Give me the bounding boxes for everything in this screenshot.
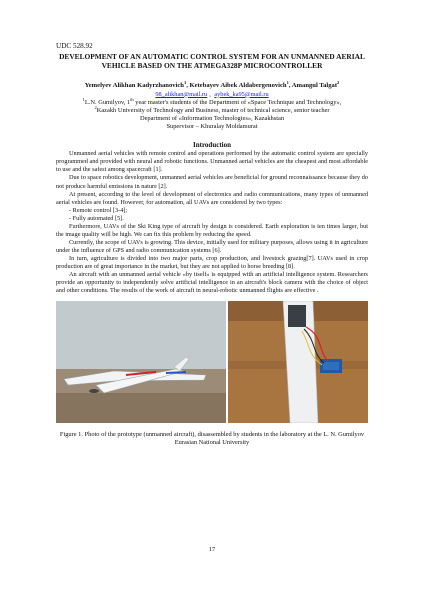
aff-sup: 2 [94, 104, 97, 110]
photo-disassembled-uav [228, 301, 368, 423]
photo-uav-prototype [56, 301, 226, 423]
paragraph: Currently, the scope of UAVs is growing. This device, initially used for military purposes, allows using it in agriculture under the influence of GPS and radio communication systems [6]. [56, 238, 368, 254]
uav-illustration [56, 301, 226, 423]
list-item: - Remote control [3-4]; [69, 206, 128, 214]
author-name: Amangul Talgat [291, 82, 338, 89]
figure-caption: Figure 1. Photo of the prototype (unmanned aircraft), disassembled by students in the laboratory at the L. N. Gumilyov Eurasian National University [59, 431, 365, 447]
author-sup: 1 [286, 79, 289, 85]
aff-text: L.N. Gumilyov, 1 [84, 98, 131, 106]
paragraph: At present, according to the level of development of electronics and radio communications, many types of unmanned aerial vehicles are found. However, for automation, all UAVs are considered by two types: [56, 190, 368, 206]
aff-text: year master's students of the Department of «Space Technique and Technology», [133, 98, 342, 106]
figure-photos [56, 301, 368, 423]
author-emails: 98_alikhan@mail.ru , aybek_ka95@mail.ru [155, 90, 269, 98]
paragraph: Furthermore, UAVs of the Ski King type of aircraft by design is considered. Earth exploration is ten times larger, but the image quality will be high. We can fix this problem by reducing the speed. [56, 222, 368, 238]
author-sup: 2 [337, 79, 340, 85]
disassembled-illustration [228, 301, 368, 423]
paragraph: Unmanned aerial vehicles with remote control and operations performed by the automatic control system are specially programmed and provided with neural and robotic functions. Unmanned aerial vehicles are the cheapest and most affordable to use and the safest among spacecraft [1]. [56, 150, 368, 174]
supervisor: Supervisor – Khuralay Moldamurat [166, 123, 258, 131]
paragraph: An aircraft with an unmanned aerial vehicle «by itself» is equipped with an artificial intelligence system. Researchers provide an opportunity to independently solve artificial intelligence in an aircraft's block camera with the choice of object and other conditions. The results of the work of aircraft in neural-robotic unmanned flights are effective . [56, 271, 368, 295]
paragraph: In turn, agriculture is divided into two major parts, crop production, and livestock grazing[7]. UAVs used in crop production are of great importance in the market, but they are not applied to horse breeding [8]. [56, 254, 368, 270]
page-number: 17 [208, 546, 216, 553]
affiliation-2 [56, 104, 368, 115]
aff-sup: 1 [82, 96, 85, 102]
body-text [56, 150, 368, 295]
affiliation-3: Department of «Information Technologies», Kazakhstan [139, 114, 285, 122]
email-link[interactable]: aybek_ka95@mail.ru [214, 90, 269, 98]
email-link[interactable]: 98_alikhan@mail.ru [155, 90, 208, 98]
affiliation-1 [56, 96, 368, 107]
aff-text: Kazakh University of Technology and Business, master of technical science, senior teacher [96, 106, 330, 114]
udc-code: UDC 528.92 [56, 42, 93, 50]
aff-sup: th [130, 96, 134, 102]
section-heading: Introduction [193, 141, 231, 150]
list-item: - Fully automated [5]. [69, 214, 124, 222]
author-name: Ketebayev Aibek Aldabergenovich [189, 82, 287, 89]
paper-title: DEVELOPMENT OF AN AUTOMATIC CONTROL SYSTEM FOR AN UNMANNED AERIAL VEHICLE BASED ON THE ATMEGA328P MICROCONTROLLER [59, 52, 365, 70]
author-name: Yemelyev Alikhan Kadyrzhanovich [84, 82, 184, 89]
paragraph: Due to space robotics development, unmanned aerial vehicles are beneficial for ground reconnaissance because they do not produce harmful emissions in nature [2]. [56, 174, 368, 190]
author-list: Yemelyev Alikhan Kadyrzhanovich$^1$, Ketebayev Aibek Aldabergenovich$^1$, Amangul Talgat$^2$ [84, 79, 340, 89]
author-sup: 1 [183, 79, 187, 85]
